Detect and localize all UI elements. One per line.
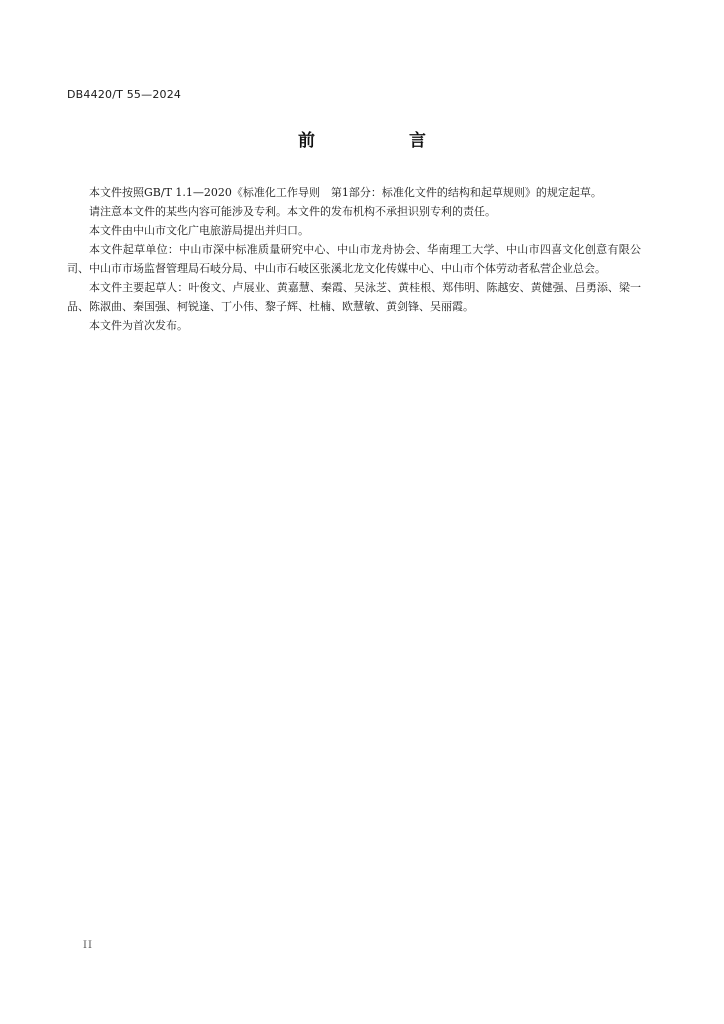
paragraph-drafters: 本文件主要起草人：叶俊文、卢展业、黄嘉慧、秦霞、吴泳芝、黄桂根、郑伟明、陈越安、黄健强、吕勇添、梁一品、陈淑曲、秦国强、柯锐逢、丁小伟、黎子辉、杜楠、欧慧敏、黄剑锋、吴丽霞。 [67, 281, 641, 313]
paragraph-drafting-rules: 本文件按照GB/T 1.1—2020《标准化工作导则 第1部分：标准化文件的结构和起草规则》的规定起草。 [89, 186, 602, 199]
preface-body [67, 183, 641, 335]
paragraph-proposer: 本文件由中山市文化广电旅游局提出并归口。 [89, 224, 309, 237]
paragraph-drafting-units: 本文件起草单位：中山市深中标准质量研究中心、中山市龙舟协会、华南理工大学、中山市四喜文化创意有限公司、中山市市场监督管理局石岐分局、中山市石岐区张溪北龙文化传媒中心、中山市个体劳动者私营企业总会。 [67, 243, 641, 275]
paragraph-patent-notice: 请注意本文件的某些内容可能涉及专利。本文件的发布机构不承担识别专利的责任。 [89, 205, 496, 218]
page-number: II [83, 940, 93, 951]
section-title: 前 言 [298, 131, 470, 151]
document-code: DB4420/T 55—2024 [67, 88, 182, 101]
paragraph-first-release: 本文件为首次发布。 [89, 319, 188, 332]
